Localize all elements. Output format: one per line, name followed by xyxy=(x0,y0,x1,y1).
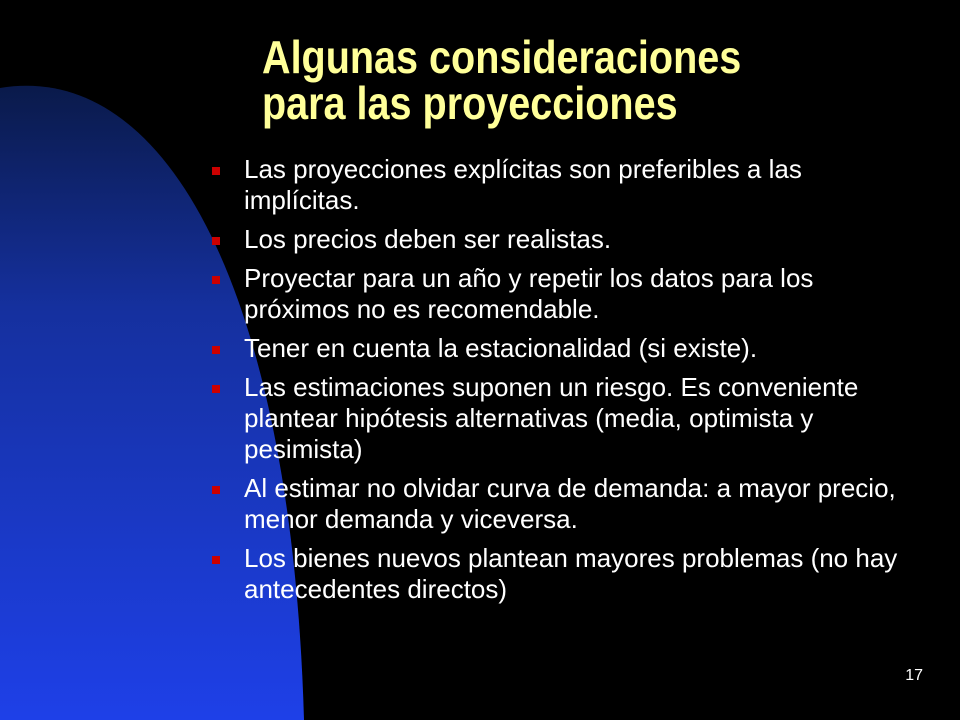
bullet-text: Las proyecciones explícitas son preferibles a las implícitas. xyxy=(244,154,802,215)
bullet-item xyxy=(212,333,912,364)
page-number: 17 xyxy=(905,667,923,684)
bullet-list xyxy=(212,154,912,613)
bullet-text: Al estimar no olvidar curva de demanda: a mayor precio, menor demanda y viceversa. xyxy=(244,473,896,534)
bullet-item xyxy=(212,372,912,465)
bullet-text: Tener en cuenta la estacionalidad (si existe). xyxy=(244,333,758,363)
bullet-text: Las estimaciones suponen un riesgo. Es conveniente plantear hipótesis alternativas (media, optimista y pesimista) xyxy=(244,372,859,464)
bullet-square-icon xyxy=(212,385,220,393)
bullet-text: Proyectar para un año y repetir los datos para los próximos no es recomendable. xyxy=(244,263,814,324)
bullet-item xyxy=(212,473,912,535)
bullet-text: Los precios deben ser realistas. xyxy=(244,224,612,254)
bullet-item xyxy=(212,543,912,605)
bullet-square-icon xyxy=(212,167,220,175)
bullet-item xyxy=(212,154,912,216)
bullet-square-icon xyxy=(212,346,220,354)
bullet-text: Los bienes nuevos plantean mayores problemas (no hay antecedentes directos) xyxy=(244,543,898,604)
bullet-square-icon xyxy=(212,237,220,245)
bullet-item xyxy=(212,224,912,255)
bullet-square-icon xyxy=(212,486,220,494)
title-line: Algunas consideraciones xyxy=(262,31,742,83)
bullet-item xyxy=(212,263,912,325)
bullet-square-icon xyxy=(212,556,220,564)
title-line: para las proyecciones xyxy=(262,77,678,129)
bullet-square-icon xyxy=(212,276,220,284)
slide-title xyxy=(262,31,830,129)
